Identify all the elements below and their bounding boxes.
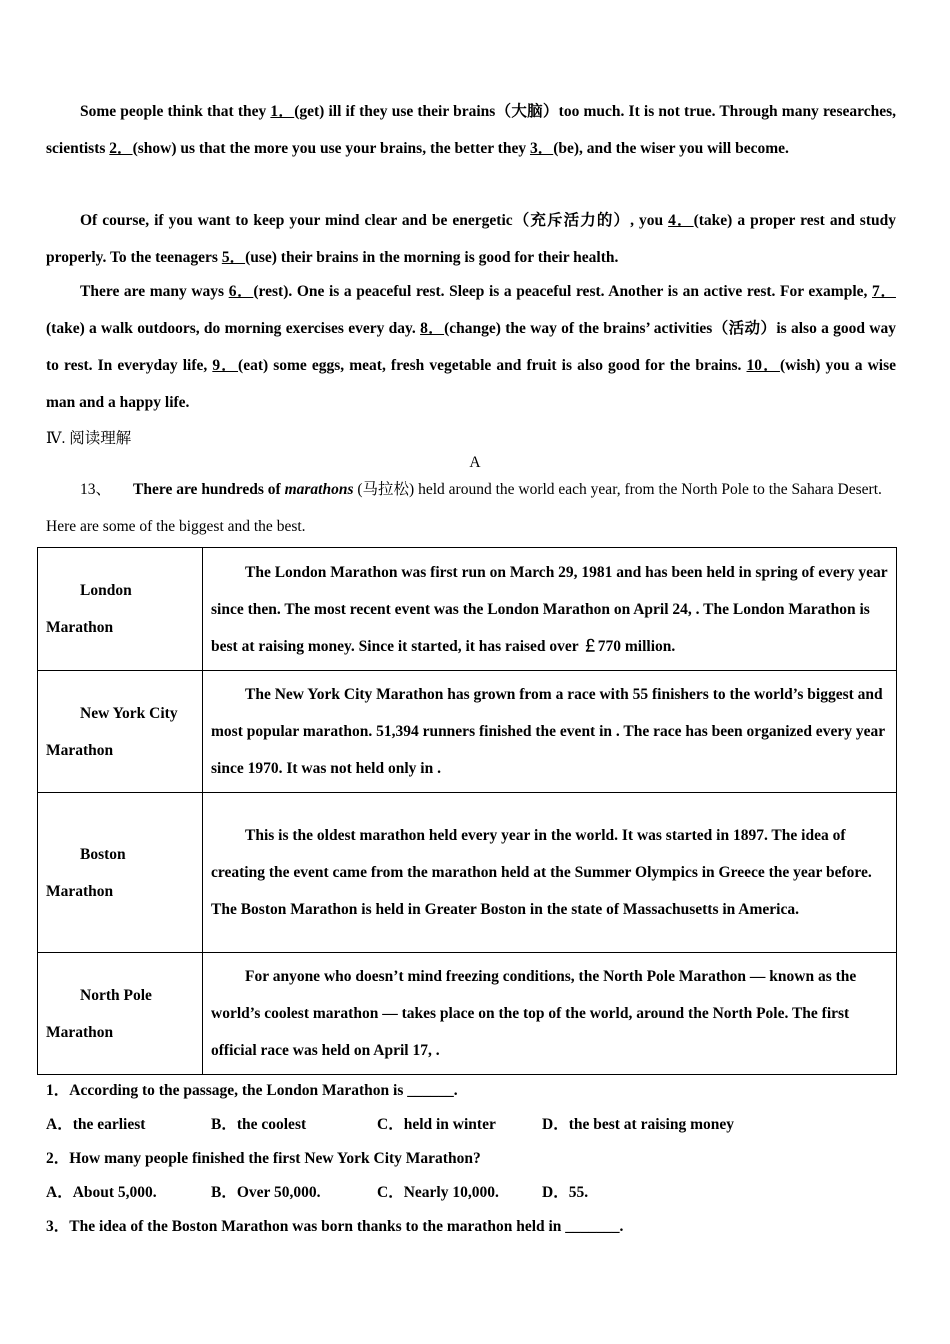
marathon-table bbox=[37, 547, 897, 1075]
marathon-description: This is the oldest marathon held every year in the world. It was started in 1897. The idea of creating the event came from the marathon held at the Summer Olympics in Greece the year before. The Boston Marathon is held in Greater Boston in the state of Massachusetts in America. bbox=[203, 793, 897, 953]
table-row bbox=[38, 793, 897, 953]
option-a[interactable]: A．the earliest bbox=[46, 1116, 146, 1133]
option-c[interactable]: C．Nearly 10,000. bbox=[377, 1184, 499, 1201]
table-row bbox=[38, 953, 897, 1075]
option-d[interactable]: D．55. bbox=[542, 1184, 589, 1201]
marathon-name: London Marathon bbox=[38, 548, 203, 671]
question-number: 13、 bbox=[80, 481, 112, 498]
table-row bbox=[38, 671, 897, 793]
option-b[interactable]: B．the coolest bbox=[211, 1116, 307, 1133]
marathon-description: For anyone who doesn’t mind freezing conditions, the North Pole Marathon — known as the world’s coolest marathon — takes place on the top of the world, around the North Pole. The first official race was held on April 17, . bbox=[203, 953, 897, 1075]
option-d[interactable]: D．the best at raising money bbox=[542, 1116, 735, 1133]
blank-9: 9． bbox=[212, 357, 239, 374]
part-label: A bbox=[469, 454, 481, 471]
marathon-description: The London Marathon was first run on March 29, 1981 and has been held in spring of every year since then. The most recent event was the London Marathon on April 24, . The London Marathon is best at raising money. Since it started, it has raised over ￡770 million. bbox=[203, 548, 897, 671]
question-1-options bbox=[46, 1112, 896, 1132]
option-c[interactable]: C．held in winter bbox=[377, 1116, 496, 1133]
question-2: 2．How many people finished the first New York City Marathon? bbox=[46, 1150, 481, 1167]
reading-intro: 13、 There are hundreds of marathons (马拉松) held around the world each year, from the North Pole to the Sahara Desert. Here are some of the biggest and the best. bbox=[46, 481, 882, 535]
table-row bbox=[38, 548, 897, 671]
marathon-name: Boston Marathon bbox=[38, 793, 203, 953]
marathon-name: North Pole Marathon bbox=[38, 953, 203, 1075]
question-3: 3．The idea of the Boston Marathon was born thanks to the marathon held in _______. bbox=[46, 1218, 624, 1235]
question-2-options bbox=[46, 1180, 896, 1200]
blank-8: 8． bbox=[420, 320, 445, 337]
blank-4: 4． bbox=[668, 212, 694, 229]
section-heading: Ⅳ. 阅读理解 bbox=[46, 430, 132, 447]
option-a[interactable]: A．About 5,000. bbox=[46, 1184, 157, 1201]
passage-paragraph-3: There are many ways 6．(rest). One is a peaceful rest. Sleep is a peaceful rest. Another is an active rest. For example, 7．(take) a walk outdoors, do morning exercises every day. 8．(change) the way of the brains’ activities（活动）is also a good way to rest. In everyday life, 9．(eat) some eggs, meat, fresh vegetable and fruit is also good for the brains. 10．(wish) you a wise man and a happy life. bbox=[46, 283, 896, 411]
question-1: 1．According to the passage, the London Marathon is ______. bbox=[46, 1082, 458, 1099]
blank-3: 3． bbox=[529, 140, 554, 157]
blank-6: 6． bbox=[228, 283, 254, 300]
blank-5: 5． bbox=[221, 249, 246, 266]
blank-7: 7． bbox=[872, 283, 896, 300]
marathon-name: New York City Marathon bbox=[38, 671, 203, 793]
blank-10: 10． bbox=[746, 357, 780, 374]
passage-paragraph-1: Some people think that they 1．(get) ill if they use their brains（大脑）too much. It is not true. Through many researches, scientists 2．(show) us that the more you use your brains, the better they 3．(be), and the wiser you will become. bbox=[46, 103, 896, 157]
blank-1: 1． bbox=[270, 103, 295, 120]
option-b[interactable]: B．Over 50,000. bbox=[211, 1184, 321, 1201]
marathon-description: The New York City Marathon has grown from a race with 55 finishers to the world’s biggest and most popular marathon. 51,394 runners finished the event in . The race has been organized every year since 1970. It was not held only in . bbox=[203, 671, 897, 793]
blank-2: 2． bbox=[109, 140, 133, 157]
passage-paragraph-2: Of course, if you want to keep your mind clear and be energetic（充斥活力的）, you 4．(take) a proper rest and study properly. To the teenagers 5．(use) their brains in the morning is good for their health. bbox=[46, 212, 896, 266]
